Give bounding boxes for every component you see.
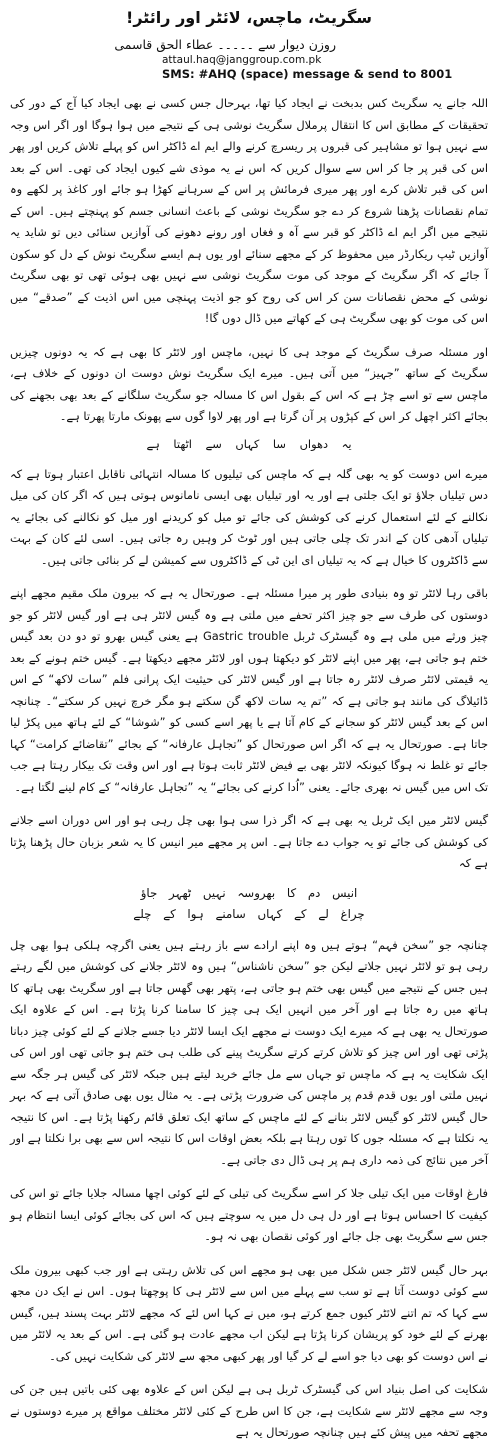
paragraph-2: اور مسئلہ صرف سگریٹ کے موجد ہی کا نہیں، ماچس اور لائٹر کا بھی ہے کہ یہ دونوں چیزیں سگریٹ کے ساتھ ”جہیز“ میں آتی ہیں۔ میرے ایک سگریٹ نوش دوست ان دونوں کے خلاف ہے، ماچس سے تو اسے چڑ ہے کہ اس کے بقول اس کا مسالہ جو سگریٹ سلگانے کے بعد بھی بجھنے کی بجائے اکثر اچھل کر اس کے کپڑوں پر آن گرتا ہے اور پھر لاوا گوں سے پھونک مارتا پھرتا ہے۔ — [10, 344, 488, 423]
paragraph-9: شکایت کی اصل بنیاد اس کی گیسٹرک ٹربل ہی ہے لیکن اس کے علاوہ بھی کئی باتیں ہیں جن کی وجہ سے مجھے لائٹر سے شکایت ہے، جن کا اس طرح کے کئی لائٹر مختلف مواقع پر میرے دوستوں نے مجھے تحفہ میں پیش کئے ہیں چنانچہ صورتحال یہ ہے — [10, 1382, 488, 1439]
paragraph-6: چنانچہ جو ”سخن فہم“ ہوتے ہیں وہ اپنے ارادے سے باز رہتے ہیں یعنی اگرچہ ہلکی ہوا بھی چل رہی ہو تو لائٹر نہیں جلاتے لیکن جو ”سخن ناشناس“ ہیں وہ لائٹر جلانے کی کوشش میں لگے رہتے ہیں جس کے نتیجے میں گیس بھی ختم ہو جاتی ہے، پتھر بھی گھس جاتا ہے اور سگریٹ بھی ہاتھ کا ہاتھ میں رہ جاتا ہے اور آخر میں انہیں ایک ہی چیز کا سامنا کرنا پڑتا ہے۔ اس کے علاوہ ایک صورتحال یہ بھی ہے کہ میرے ایک دوست نے مجھے ایک ایسا لائٹر دیا جسے جلانے کے لئے کوئی چیز دبانا پڑتی تھی اور اس چیز کو تلاش کرتے کرتے سگریٹ پینے کی طلب ہی ختم ہو جاتی تھی اور اس کی ایک شکایت یہ ہے کہ ماچس تو جہاں سے مل جائے خرید لیتے ہیں جبکہ لائٹر کی گیس ہر جگہ سے نہیں ملتی اور یوں قدم قدم پر ماچس کی ضرورت پڑتی ہے۔ یہ مثال یوں بھی صادق آتی ہے کہ بہر حال گیس لائٹر کو گیس لائٹر بنانے کے لئے ماچس کے ساتھ ایک تعلق قائم رکھنا پڑتا ہے۔ اس کا نتیجہ یہ نکلتا ہے کہ مسئلہ جوں کا توں رہتا ہے بلکہ بعض اوقات اس کا نتیجہ اس سے بھی برا نکلتا ہے اور آخر میں نتائج کی ذمہ داری ہم پر ہی ڈال دی جاتی ہے۔ — [10, 937, 488, 1167]
paragraph-1: اللہ جانے یہ سگریٹ کس بدبخت نے ایجاد کیا تھا، بہرحال جس کسی نے بھی ایجاد کیا آج کے دور کی تحقیقات کے مطابق اس کا انتقال پرملال سگریٹ نوشی ہی کے نتیجے میں ہوا ہوگا اور اگر اس وجہ سے نہیں ہوا تو مشاہیر کی قبروں پر ریسرچ کرنے والے ایم اے ڈاکٹر اس کو پہلے تلاش کریں اور پھر اس کی قبر پر جا کر اس سے سوال کریں کہ اس نے یہ موذی شے کیوں ایجاد کی تھی۔ اس کے بعد اس کی قبر تلاش کرے اور پھر میری فرمائش پر اس کے سرہانے کھڑا ہو جائے اور کاغذ پر لکھے وہ تمام نقصانات پڑھنا شروع کر دے جو سگریٹ نوشی کے باعث انسانی جسم کو پہنچتے ہیں۔ اس کے نتیجے میں اگر ایم اے ڈاکٹر کو قبر سے آہ و فغاں اور رونے دھونے کی آوازیں سنائی دیں تو شاید یہ آوازیں ٹیپ ریکارڈر میں محفوظ کر کے مجھے سنائے اور یوں ہم ایسے سگریٹ نوش کے دل کو سکون آ جائے کہ اگر سگریٹ کے موجد کی موت سگریٹ نوشی سے نہیں بھی ہوئی تھی تو بھی سگریٹ نوشی کے محض نقصانات سن کر اس کی روح کو جو اذیت پہنچی میں اس اذیت کے ”صدقے“ میں اس کی موت کو بھی سگریٹ ہی کے کھاتے میں ڈال دوں گا! — [10, 96, 488, 325]
paragraph-3: میرے اس دوست کو یہ بھی گلہ ہے کہ ماچس کی تیلیوں کا مسالہ انتہائی ناقابل اعتبار ہوتا ہے کہ دس تیلیاں جلاؤ تو ایک جلتی ہے اور یہ اور تیلیاں بھی ایسی نامانوس ہوتی ہیں کہ اگر کان کی میل نکالنے کے لئے استعمال کرنے کی کوشش کی جائے تو میل کو کریدنے اور میل کو نکالنے کی بجائے یہ تیلیاں آدھی کان کے اندر تک چلی جاتی ہیں اور ٹوٹ کر وہیں رہ جاتی ہیں۔ اسی لئے کان کے بہت سے ڈاکٹروں کا خیال ہے کہ یہ تیلیاں ای این ٹی کے ڈاکٹروں سے کمیشن لے کر بنائی جاتی ہیں۔ — [10, 466, 488, 567]
paragraph-4: باقی رہا لائٹر تو وہ بنیادی طور پر میرا مسئلہ ہے۔ صورتحال یہ ہے کہ بیرون ملک مقیم مجھے اپنے دوستوں کی طرف سے جو چیز اکثر تحفے میں ملتی ہے وہ گیس لائٹر ہی ہے اور گیس لائٹر کو جو چیز ورثے میں ملی ہے وہ گیسٹرک ٹربل Gastric trouble ہے یعنی گیس بھرو تو دو دن بعد گیس ختم ہو جاتی ہے، پھر میں اپنے لائٹر کو دیکھتا ہوں اور لائٹر مجھے دیکھتا ہے۔ گیس ختم ہونے کے بعد یہ قیمتی لائٹر صرف لائٹر رہ جاتا ہے اور گیس لائٹر کی حیثیت ایک پرانی فلم ”سات لاکھ“ کے اس ڈائیلاگ کی مانند ہو جاتی ہے کہ ”تم یہ سات لاکھ گن سکتے ہو مگر خرچ نہیں کر سکتے“۔ چنانچہ اس کے بعد گیس لائٹر کو سجانے کے کام آتا ہے یا پھر اسے کسی کو ”شوشا“ کے لئے ہاتھ میں پکڑ لیا جاتا ہے۔ صورتحال یہ ہے کہ اگر اس صورتحال کو ”تجاہل عارفانہ“ کے بجائے ”تقاضائے کرامت“ کہا جائے تو غلط نہ ہوگا کیونکہ لائٹر بھی بے فیض لائٹر ثابت ہوتا ہے اور اس وقت تک بیکار رہتا ہے جب تک اس میں گیس نہ بھری جائے۔ یعنی ”اُدا کرنے کی بجائے“ یہ ”تجاہل عارفانہ“ کے کام لینے لگتا ہے۔ — [10, 586, 488, 794]
couplet-line-1: انیس دم کا بھروسہ نہیں ٹھہر جاؤ — [140, 885, 358, 900]
paragraph-7: فارغ اوقات میں ایک تیلی جلا کر اسے سگریٹ کی تیلی کے لئے کوئی اچھا مسالہ جلایا جائے تو اس کی کیفیت کا احساس ہوتا ہے اور دل ہی دل میں یہ سوچتے ہیں کہ اس کی بجائے کوئی ایسا انتظام ہو جس سے سگریٹ بھی جل جائے اور کوئی نقصان بھی نہ ہو۔ — [10, 1186, 488, 1243]
author-email: attaul.haq@janggroup.com.pk — [162, 54, 322, 66]
poetry-couplet — [10, 883, 488, 925]
paragraph-5: گیس لائٹر میں ایک ٹربل یہ بھی ہے کہ اگر ذرا سی ہوا بھی چل رہی ہو اور اس دوران اسے جلانے کی کوشش کی جائے تو یہ جواب دے جاتا ہے۔ اس پر مجھے میر انیس کا یہ شعر بزبان حال پڑھنا پڑتا ہے کہ — [10, 813, 488, 870]
column-byline: روزن دیوار سے ۔۔۔۔۔ عطاء الحق قاسمی — [114, 37, 336, 52]
couplet-line-2: چراغ لے کے کہاں سامنے ہوا کے چلے — [133, 906, 365, 921]
sms-instruction: SMS: #AHQ (space) message & send to 8001 — [162, 67, 453, 81]
verse-line: یہ دھواں سا کہاں سے اٹھتا ہے — [146, 436, 352, 451]
column-title: سگریٹ، ماچس، لائٹر اور رائٹر! — [126, 8, 372, 27]
paragraph-8: بہر حال گیس لائٹر جس شکل میں بھی ہو مجھے اس کی تلاش رہتی ہے اور جب کبھی بیرون ملک سے کوئی دوست آتا ہے تو سب سے پہلے میں اس سے لائٹر ہی کا پوچھتا ہوں۔ اس نے ایک دن مجھ سے کہا کہ تم اتنے لائٹر کیوں جمع کرتے ہو، میں نے کہا اس لئے کہ مجھے لائٹر بہت پسند ہیں، گیس بھرنے کے لئے خود کو پریشان کرنا پڑتا ہے لیکن اب مجھے عادت ہو گئی ہے۔ اس کے بعد یہ لائٹر میں نے اس دوست کو بھی دیا جو اسے لے کر گیا اور پھر کبھی مجھ سے لائٹر کی شکایت نہیں کی۔ — [10, 1262, 488, 1363]
